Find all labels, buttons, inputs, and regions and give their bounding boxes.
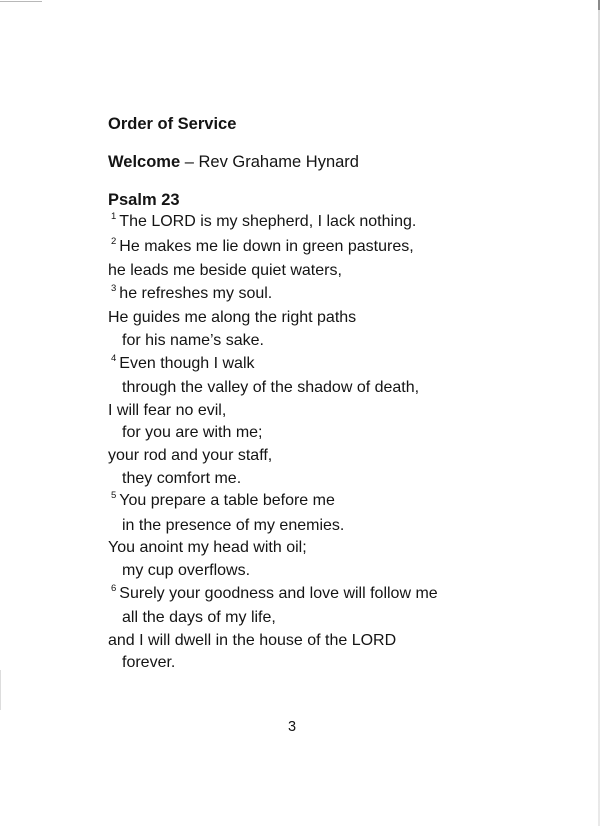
psalm-line-text: all the days of my life, (122, 609, 276, 627)
psalm-title: Psalm 23 (108, 191, 180, 209)
psalm-line-text: I will fear no evil, (108, 401, 227, 419)
psalm-line (108, 607, 578, 630)
psalm-line (108, 260, 578, 283)
psalm-line (108, 560, 578, 583)
psalm-line-text: they comfort me. (122, 469, 242, 487)
verse-number: 4 (111, 352, 117, 364)
psalm-line (108, 630, 578, 653)
psalm-text (108, 211, 578, 675)
welcome-separator: – (180, 153, 199, 171)
psalm-line-text: Even though I walk (119, 354, 255, 372)
scan-artifact-left-edge (0, 670, 1, 710)
psalm-line (108, 283, 578, 308)
psalm-line (108, 236, 578, 261)
verse-number: 6 (111, 582, 117, 594)
psalm-line (108, 468, 578, 491)
psalm-line-text: for you are with me; (122, 424, 263, 442)
welcome-leader: Rev Grahame Hynard (198, 153, 359, 171)
psalm-line-text: through the valley of the shadow of death, (122, 379, 420, 397)
psalm-line-text: He makes me lie down in green pastures, (119, 237, 414, 255)
psalm-line (108, 377, 578, 400)
psalm-line (108, 330, 578, 353)
psalm-line (108, 537, 578, 560)
psalm-line-text: he leads me beside quiet waters, (108, 262, 342, 280)
psalm-line (108, 307, 578, 330)
welcome-label: Welcome (108, 153, 181, 171)
psalm-line (108, 400, 578, 423)
psalm-line-text: You prepare a table before me (119, 492, 335, 510)
psalm-line (108, 652, 578, 675)
psalm-line-text: he refreshes my soul. (119, 284, 273, 302)
psalm-line-text: your rod and your staff, (108, 446, 273, 464)
psalm-line-text: You anoint my head with oil; (108, 539, 307, 557)
psalm-line (108, 515, 578, 538)
psalm-line-text: in the presence of my enemies. (122, 516, 345, 534)
verse-number: 2 (111, 235, 117, 247)
psalm-line-text: for his name’s sake. (122, 331, 264, 349)
psalm-line (108, 422, 578, 445)
welcome-line (108, 151, 578, 173)
psalm-line (108, 353, 578, 378)
verse-number: 5 (111, 490, 117, 502)
page-number: 3 (287, 719, 297, 735)
psalm-line (108, 445, 578, 468)
order-of-service-heading: Order of Service (108, 115, 237, 133)
psalm-line-text: Surely your goodness and love will follow me (119, 584, 438, 602)
psalm-line-text: and I will dwell in the house of the LORD (108, 631, 397, 649)
psalm-line-text: forever. (122, 654, 176, 672)
service-content (108, 113, 578, 675)
psalm-line (108, 583, 578, 608)
psalm-line-text: He guides me along the right paths (108, 309, 357, 327)
scan-artifact-top-line (0, 1, 42, 2)
verse-number: 3 (111, 282, 117, 294)
psalm-line-text: The LORD is my shepherd, I lack nothing. (119, 213, 417, 230)
psalm-line-text: my cup overflows. (122, 561, 251, 579)
psalm-line (108, 211, 578, 236)
psalm-line (108, 490, 578, 515)
verse-number: 1 (111, 211, 117, 222)
